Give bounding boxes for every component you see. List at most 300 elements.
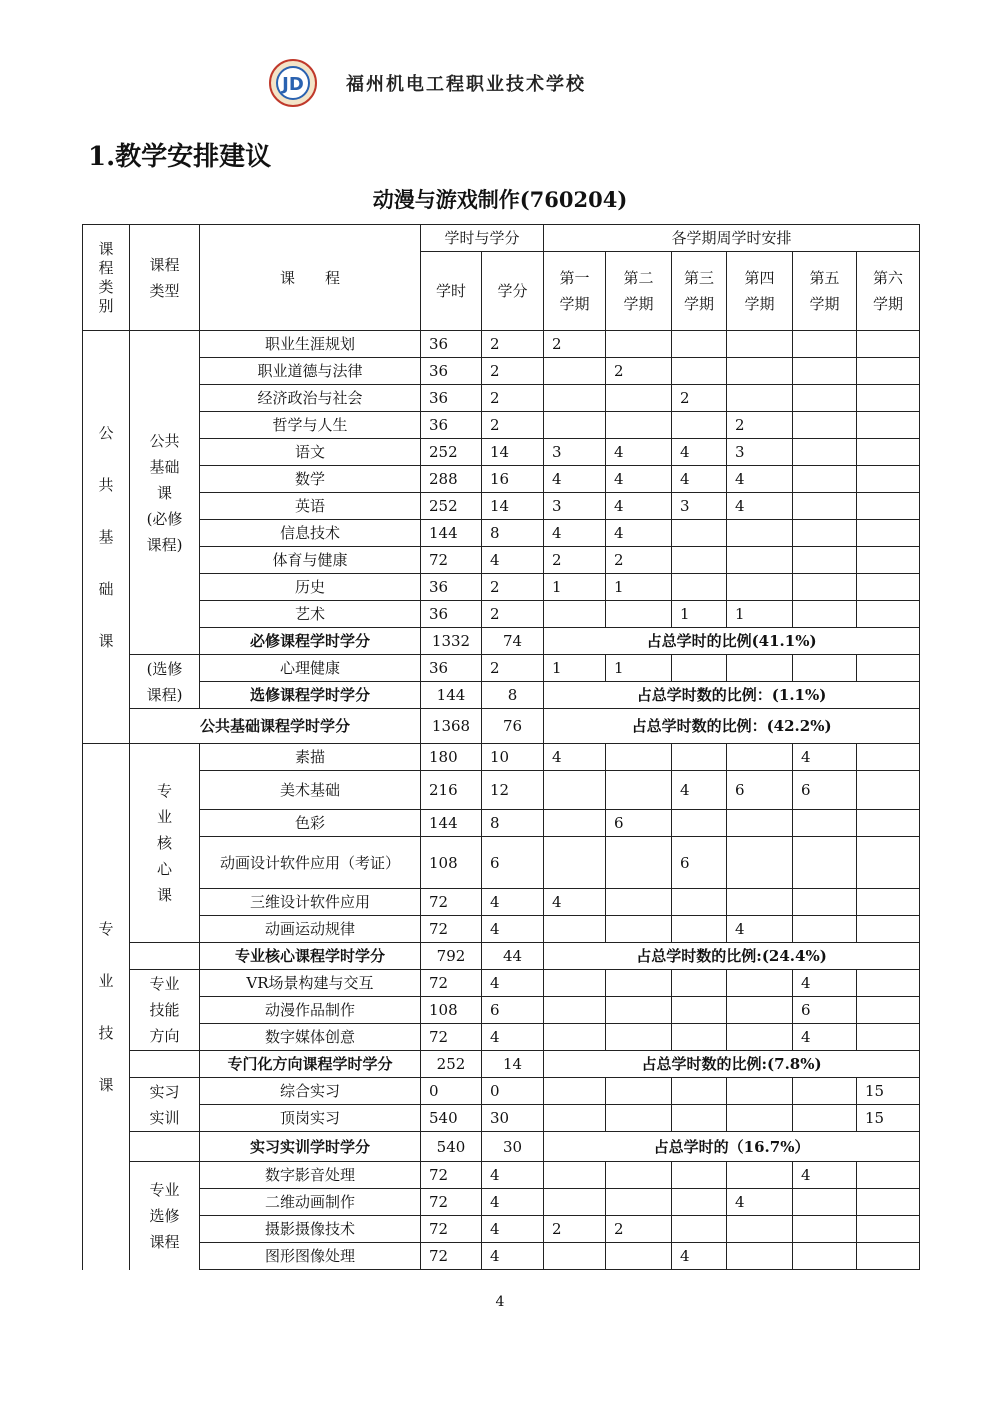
semester-hours bbox=[727, 1078, 793, 1105]
table-row bbox=[83, 1162, 920, 1189]
stacked-char: 学期 bbox=[744, 295, 775, 313]
course-name: 语文 bbox=[200, 439, 421, 466]
stacked-char: 课程) bbox=[146, 685, 183, 704]
semester-hours bbox=[606, 889, 672, 916]
table-row bbox=[83, 943, 920, 970]
school-name: 福州机电工程职业技术学校 bbox=[346, 74, 586, 95]
course-credits: 4 bbox=[482, 889, 544, 916]
semester-hours bbox=[857, 358, 920, 385]
stacked-char: 第二 bbox=[623, 269, 654, 287]
course-name: 心理健康 bbox=[200, 655, 421, 682]
course-credits: 10 bbox=[482, 744, 544, 771]
col-course-header: 课 程 bbox=[200, 225, 421, 331]
course-hours: 72 bbox=[421, 916, 482, 943]
semester-hours bbox=[606, 997, 672, 1024]
subtotal-label: 公共基础课程学时学分 bbox=[130, 709, 421, 744]
semester-hours bbox=[606, 331, 672, 358]
course-name: 艺术 bbox=[200, 601, 421, 628]
stacked-char: 公 bbox=[98, 424, 114, 442]
stacked-char: 核 bbox=[156, 834, 172, 852]
course-hours: 0 bbox=[421, 1078, 482, 1105]
subtotal-label: 实习实训学时学分 bbox=[200, 1132, 421, 1162]
stacked-char: 实训 bbox=[149, 1108, 180, 1127]
subtotal-credits: 44 bbox=[482, 943, 544, 970]
course-credits: 16 bbox=[482, 466, 544, 493]
semester-hours bbox=[857, 547, 920, 574]
semester-hours bbox=[793, 1243, 857, 1270]
subtotal-label: 必修课程学时学分 bbox=[200, 628, 421, 655]
semester-hours: 1 bbox=[672, 601, 727, 628]
table-row bbox=[83, 493, 920, 520]
semester-hours bbox=[793, 493, 857, 520]
semester-hours bbox=[727, 810, 793, 837]
stacked-char: 类型 bbox=[149, 281, 180, 300]
semester-hours: 4 bbox=[606, 439, 672, 466]
table-row bbox=[83, 1132, 920, 1162]
semester-hours: 1 bbox=[544, 655, 606, 682]
col-semester-header bbox=[793, 252, 857, 331]
semester-hours: 4 bbox=[727, 493, 793, 520]
course-name: 动画运动规律 bbox=[200, 916, 421, 943]
subtotal-hours: 144 bbox=[421, 682, 482, 709]
subtotal-hours: 1368 bbox=[421, 709, 482, 744]
stacked-char: 第一 bbox=[559, 269, 590, 287]
stacked-char: 方向 bbox=[149, 1027, 180, 1045]
semester-hours bbox=[672, 547, 727, 574]
semester-hours bbox=[606, 1024, 672, 1051]
semester-hours bbox=[857, 889, 920, 916]
skill-subtotal-spacer bbox=[130, 1051, 200, 1078]
table-row bbox=[83, 628, 920, 655]
semester-hours bbox=[793, 466, 857, 493]
table-row bbox=[83, 916, 920, 943]
table-row bbox=[83, 744, 920, 771]
course-credits: 4 bbox=[482, 970, 544, 997]
course-name: 动漫作品制作 bbox=[200, 997, 421, 1024]
course-credits: 6 bbox=[482, 997, 544, 1024]
stacked-char: 心 bbox=[156, 860, 172, 878]
stacked-char: 专业 bbox=[149, 1180, 180, 1199]
semester-hours bbox=[727, 970, 793, 997]
semester-hours: 1 bbox=[544, 574, 606, 601]
semester-hours: 6 bbox=[793, 771, 857, 810]
semester-hours bbox=[672, 1024, 727, 1051]
semester-hours: 4 bbox=[727, 916, 793, 943]
semester-hours: 2 bbox=[606, 358, 672, 385]
table-row bbox=[83, 358, 920, 385]
semester-hours: 15 bbox=[857, 1105, 920, 1132]
school-logo-icon bbox=[268, 58, 318, 108]
semester-hours bbox=[544, 997, 606, 1024]
semester-hours: 4 bbox=[606, 466, 672, 493]
semester-hours bbox=[544, 916, 606, 943]
table-row bbox=[83, 997, 920, 1024]
semester-hours bbox=[544, 1189, 606, 1216]
col-semester-header bbox=[606, 252, 672, 331]
col-category-header bbox=[83, 225, 130, 331]
course-name: 二维动画制作 bbox=[200, 1189, 421, 1216]
subtotal-credits: 74 bbox=[482, 628, 544, 655]
course-credits: 2 bbox=[482, 412, 544, 439]
semester-hours bbox=[727, 655, 793, 682]
semester-hours: 2 bbox=[544, 1216, 606, 1243]
subtotal-ratio: 占总学时的比例(41.1%) bbox=[544, 628, 920, 655]
semester-hours bbox=[727, 547, 793, 574]
semester-hours: 4 bbox=[606, 493, 672, 520]
col-credits-header: 学分 bbox=[482, 252, 544, 331]
course-hours: 72 bbox=[421, 1243, 482, 1270]
course-credits: 2 bbox=[482, 385, 544, 412]
col-hours-header: 学时 bbox=[421, 252, 482, 331]
stacked-char: 第五 bbox=[809, 269, 840, 287]
course-credits: 14 bbox=[482, 493, 544, 520]
course-hours: 72 bbox=[421, 970, 482, 997]
semester-hours bbox=[857, 574, 920, 601]
subtotal-hours: 792 bbox=[421, 943, 482, 970]
type-public-elective bbox=[130, 655, 200, 709]
course-credits: 4 bbox=[482, 1024, 544, 1051]
course-name: 美术基础 bbox=[200, 771, 421, 810]
col-semester-schedule-header: 各学期周学时安排 bbox=[544, 225, 920, 252]
semester-hours bbox=[857, 1243, 920, 1270]
semester-hours bbox=[857, 331, 920, 358]
semester-hours bbox=[544, 412, 606, 439]
semester-hours bbox=[672, 744, 727, 771]
core-subtotal-spacer bbox=[130, 943, 200, 970]
semester-hours bbox=[857, 655, 920, 682]
table-row bbox=[83, 709, 920, 744]
table-row bbox=[83, 574, 920, 601]
stacked-char: 第四 bbox=[744, 269, 775, 287]
course-hours: 72 bbox=[421, 889, 482, 916]
stacked-char: 课 bbox=[98, 239, 114, 258]
stacked-char: 课程) bbox=[146, 535, 183, 554]
semester-hours bbox=[793, 837, 857, 889]
semester-hours bbox=[857, 493, 920, 520]
semester-hours bbox=[793, 385, 857, 412]
semester-hours bbox=[727, 1216, 793, 1243]
semester-hours: 2 bbox=[544, 331, 606, 358]
table-row bbox=[83, 837, 920, 889]
semester-hours: 4 bbox=[793, 744, 857, 771]
semester-hours bbox=[672, 358, 727, 385]
semester-hours: 2 bbox=[606, 1216, 672, 1243]
stacked-char: (选修 bbox=[146, 659, 183, 678]
course-hours: 72 bbox=[421, 1189, 482, 1216]
semester-hours bbox=[727, 1162, 793, 1189]
stacked-char: 学期 bbox=[623, 295, 654, 313]
stacked-char: 第六 bbox=[873, 269, 904, 287]
intern-subtotal-spacer bbox=[130, 1132, 200, 1162]
semester-hours: 3 bbox=[544, 493, 606, 520]
semester-hours bbox=[857, 1216, 920, 1243]
subtotal-ratio: 占总学时数的比例：(1.1%) bbox=[544, 682, 920, 709]
semester-hours bbox=[672, 412, 727, 439]
stacked-char: 课 bbox=[98, 632, 114, 650]
semester-hours: 4 bbox=[672, 771, 727, 810]
semester-hours bbox=[793, 916, 857, 943]
course-credits: 2 bbox=[482, 655, 544, 682]
semester-hours bbox=[727, 1243, 793, 1270]
semester-hours bbox=[544, 1078, 606, 1105]
semester-hours bbox=[793, 439, 857, 466]
course-name: 色彩 bbox=[200, 810, 421, 837]
semester-hours bbox=[672, 916, 727, 943]
course-hours: 144 bbox=[421, 810, 482, 837]
semester-hours: 4 bbox=[793, 1024, 857, 1051]
page-header bbox=[268, 58, 728, 108]
course-hours: 36 bbox=[421, 331, 482, 358]
semester-hours bbox=[857, 837, 920, 889]
semester-hours bbox=[727, 744, 793, 771]
semester-hours bbox=[857, 439, 920, 466]
stacked-char: 基础 bbox=[149, 457, 180, 476]
course-credits: 8 bbox=[482, 520, 544, 547]
semester-hours bbox=[727, 1105, 793, 1132]
semester-hours bbox=[544, 358, 606, 385]
subtotal-ratio: 占总学时的（16.7%） bbox=[544, 1132, 920, 1162]
stacked-char: 学期 bbox=[873, 295, 904, 313]
course-hours: 72 bbox=[421, 1162, 482, 1189]
semester-hours bbox=[544, 970, 606, 997]
stacked-char: 选修 bbox=[149, 1206, 180, 1225]
type-skill bbox=[130, 970, 200, 1051]
subtotal-hours: 540 bbox=[421, 1132, 482, 1162]
col-hours-credits-header: 学时与学分 bbox=[421, 225, 544, 252]
table-row bbox=[83, 520, 920, 547]
semester-hours bbox=[672, 655, 727, 682]
semester-hours bbox=[606, 1189, 672, 1216]
course-name: 英语 bbox=[200, 493, 421, 520]
semester-hours bbox=[857, 466, 920, 493]
course-credits: 2 bbox=[482, 358, 544, 385]
course-plan-table bbox=[82, 224, 920, 1270]
semester-hours: 4 bbox=[793, 970, 857, 997]
semester-hours bbox=[606, 837, 672, 889]
semester-hours bbox=[544, 771, 606, 810]
course-name: 信息技术 bbox=[200, 520, 421, 547]
course-name: 数学 bbox=[200, 466, 421, 493]
course-credits: 8 bbox=[482, 810, 544, 837]
semester-hours: 15 bbox=[857, 1078, 920, 1105]
semester-hours bbox=[544, 1024, 606, 1051]
table-title: 动漫与游戏制作(760204) bbox=[372, 187, 628, 212]
stacked-char: 共 bbox=[98, 476, 114, 494]
course-name: 经济政治与社会 bbox=[200, 385, 421, 412]
stacked-char: 学期 bbox=[809, 295, 840, 313]
table-row bbox=[83, 889, 920, 916]
semester-hours: 4 bbox=[544, 889, 606, 916]
course-hours: 72 bbox=[421, 1024, 482, 1051]
semester-hours bbox=[857, 1162, 920, 1189]
course-hours: 36 bbox=[421, 412, 482, 439]
course-hours: 36 bbox=[421, 601, 482, 628]
course-credits: 0 bbox=[482, 1078, 544, 1105]
semester-hours bbox=[672, 997, 727, 1024]
course-credits: 12 bbox=[482, 771, 544, 810]
subtotal-credits: 30 bbox=[482, 1132, 544, 1162]
course-name: 动画设计软件应用（考证） bbox=[200, 837, 421, 889]
semester-hours: 4 bbox=[793, 1162, 857, 1189]
semester-hours bbox=[793, 574, 857, 601]
subtotal-label: 专门化方向课程学时学分 bbox=[200, 1051, 421, 1078]
course-name: 体育与健康 bbox=[200, 547, 421, 574]
subtotal-label: 选修课程学时学分 bbox=[200, 682, 421, 709]
stacked-char: 学期 bbox=[684, 295, 715, 313]
semester-hours bbox=[857, 601, 920, 628]
course-credits: 14 bbox=[482, 439, 544, 466]
col-semester-header bbox=[672, 252, 727, 331]
semester-hours: 4 bbox=[544, 466, 606, 493]
semester-hours bbox=[544, 837, 606, 889]
semester-hours bbox=[672, 1216, 727, 1243]
stacked-char: 实习 bbox=[149, 1082, 180, 1101]
subtotal-ratio: 占总学时数的比例:(7.8%) bbox=[544, 1051, 920, 1078]
course-credits: 4 bbox=[482, 1189, 544, 1216]
semester-hours bbox=[793, 412, 857, 439]
semester-hours bbox=[793, 1189, 857, 1216]
course-name: 职业道德与法律 bbox=[200, 358, 421, 385]
semester-hours bbox=[672, 1105, 727, 1132]
semester-hours: 4 bbox=[727, 466, 793, 493]
semester-hours bbox=[606, 1078, 672, 1105]
table-row bbox=[83, 1024, 920, 1051]
semester-hours bbox=[672, 810, 727, 837]
semester-hours bbox=[672, 520, 727, 547]
semester-hours bbox=[793, 358, 857, 385]
semester-hours bbox=[857, 520, 920, 547]
course-name: 数字媒体创意 bbox=[200, 1024, 421, 1051]
course-name: 顶岗实习 bbox=[200, 1105, 421, 1132]
semester-hours bbox=[544, 1162, 606, 1189]
semester-hours bbox=[544, 1243, 606, 1270]
course-hours: 540 bbox=[421, 1105, 482, 1132]
table-row bbox=[83, 331, 920, 358]
stacked-char: 课 bbox=[98, 1075, 114, 1094]
semester-hours: 3 bbox=[672, 493, 727, 520]
table-row bbox=[83, 1243, 920, 1270]
stacked-char: 类 bbox=[98, 277, 114, 296]
course-name: 数字影音处理 bbox=[200, 1162, 421, 1189]
semester-hours bbox=[672, 970, 727, 997]
semester-hours bbox=[857, 1189, 920, 1216]
stacked-char: 基 bbox=[98, 528, 114, 546]
subtotal-ratio: 占总学时数的比例:(24.4%) bbox=[544, 943, 920, 970]
semester-hours bbox=[727, 1024, 793, 1051]
course-hours: 216 bbox=[421, 771, 482, 810]
semester-hours: 1 bbox=[606, 574, 672, 601]
course-hours: 36 bbox=[421, 385, 482, 412]
semester-hours bbox=[793, 331, 857, 358]
semester-hours bbox=[544, 385, 606, 412]
course-hours: 180 bbox=[421, 744, 482, 771]
semester-hours bbox=[606, 771, 672, 810]
course-name: 综合实习 bbox=[200, 1078, 421, 1105]
course-hours: 108 bbox=[421, 837, 482, 889]
stacked-char: 课程 bbox=[149, 255, 180, 274]
stacked-char: 课程 bbox=[149, 1232, 180, 1251]
semester-hours bbox=[727, 331, 793, 358]
semester-hours: 4 bbox=[672, 466, 727, 493]
course-name: 哲学与人生 bbox=[200, 412, 421, 439]
table-row bbox=[83, 439, 920, 466]
table-row bbox=[83, 1105, 920, 1132]
stacked-char: 课 bbox=[156, 886, 172, 904]
semester-hours: 1 bbox=[727, 601, 793, 628]
table-row bbox=[83, 1051, 920, 1078]
course-credits: 4 bbox=[482, 1162, 544, 1189]
semester-hours bbox=[606, 970, 672, 997]
semester-hours: 3 bbox=[544, 439, 606, 466]
semester-hours: 2 bbox=[544, 547, 606, 574]
type-professional-elective bbox=[130, 1162, 200, 1270]
semester-hours bbox=[544, 1105, 606, 1132]
stacked-char: 第三 bbox=[684, 269, 715, 287]
semester-hours: 1 bbox=[606, 655, 672, 682]
stacked-char: 公共 bbox=[149, 431, 180, 450]
semester-hours bbox=[606, 1162, 672, 1189]
course-name: 职业生涯规划 bbox=[200, 331, 421, 358]
type-core bbox=[130, 744, 200, 943]
semester-hours bbox=[857, 771, 920, 810]
semester-hours bbox=[727, 358, 793, 385]
semester-hours bbox=[857, 997, 920, 1024]
course-credits: 6 bbox=[482, 837, 544, 889]
stacked-char: 技能 bbox=[149, 1001, 180, 1019]
page-number: 4 bbox=[495, 1294, 505, 1310]
course-name: 摄影摄像技术 bbox=[200, 1216, 421, 1243]
semester-hours: 3 bbox=[727, 439, 793, 466]
semester-hours bbox=[606, 744, 672, 771]
semester-hours bbox=[793, 601, 857, 628]
subtotal-hours: 252 bbox=[421, 1051, 482, 1078]
course-credits: 4 bbox=[482, 1243, 544, 1270]
subtotal-ratio: 占总学时数的比例：(42.2%) bbox=[544, 709, 920, 744]
course-name: 历史 bbox=[200, 574, 421, 601]
course-hours: 288 bbox=[421, 466, 482, 493]
semester-hours bbox=[544, 601, 606, 628]
course-hours: 108 bbox=[421, 997, 482, 1024]
semester-hours: 4 bbox=[672, 1243, 727, 1270]
semester-hours: 4 bbox=[544, 744, 606, 771]
stacked-char: 专 bbox=[98, 919, 114, 938]
semester-hours bbox=[672, 1189, 727, 1216]
stacked-char: 业 bbox=[156, 808, 172, 826]
course-credits: 2 bbox=[482, 331, 544, 358]
table-row bbox=[83, 655, 920, 682]
stacked-char: 业 bbox=[98, 971, 114, 990]
course-name: 素描 bbox=[200, 744, 421, 771]
course-hours: 36 bbox=[421, 574, 482, 601]
table-row bbox=[83, 1216, 920, 1243]
stacked-char: 学期 bbox=[559, 295, 590, 313]
table-row bbox=[83, 810, 920, 837]
semester-hours bbox=[544, 810, 606, 837]
table-row bbox=[83, 225, 920, 252]
table-row bbox=[83, 970, 920, 997]
table-row bbox=[83, 601, 920, 628]
semester-hours bbox=[606, 916, 672, 943]
semester-hours: 4 bbox=[672, 439, 727, 466]
course-name: 图形图像处理 bbox=[200, 1243, 421, 1270]
type-internship bbox=[130, 1078, 200, 1132]
semester-hours bbox=[857, 810, 920, 837]
stacked-char: (必修 bbox=[146, 509, 183, 528]
subtotal-hours: 1332 bbox=[421, 628, 482, 655]
course-credits: 4 bbox=[482, 1216, 544, 1243]
semester-hours: 2 bbox=[672, 385, 727, 412]
section-title: 1.教学安排建议 bbox=[88, 142, 272, 172]
